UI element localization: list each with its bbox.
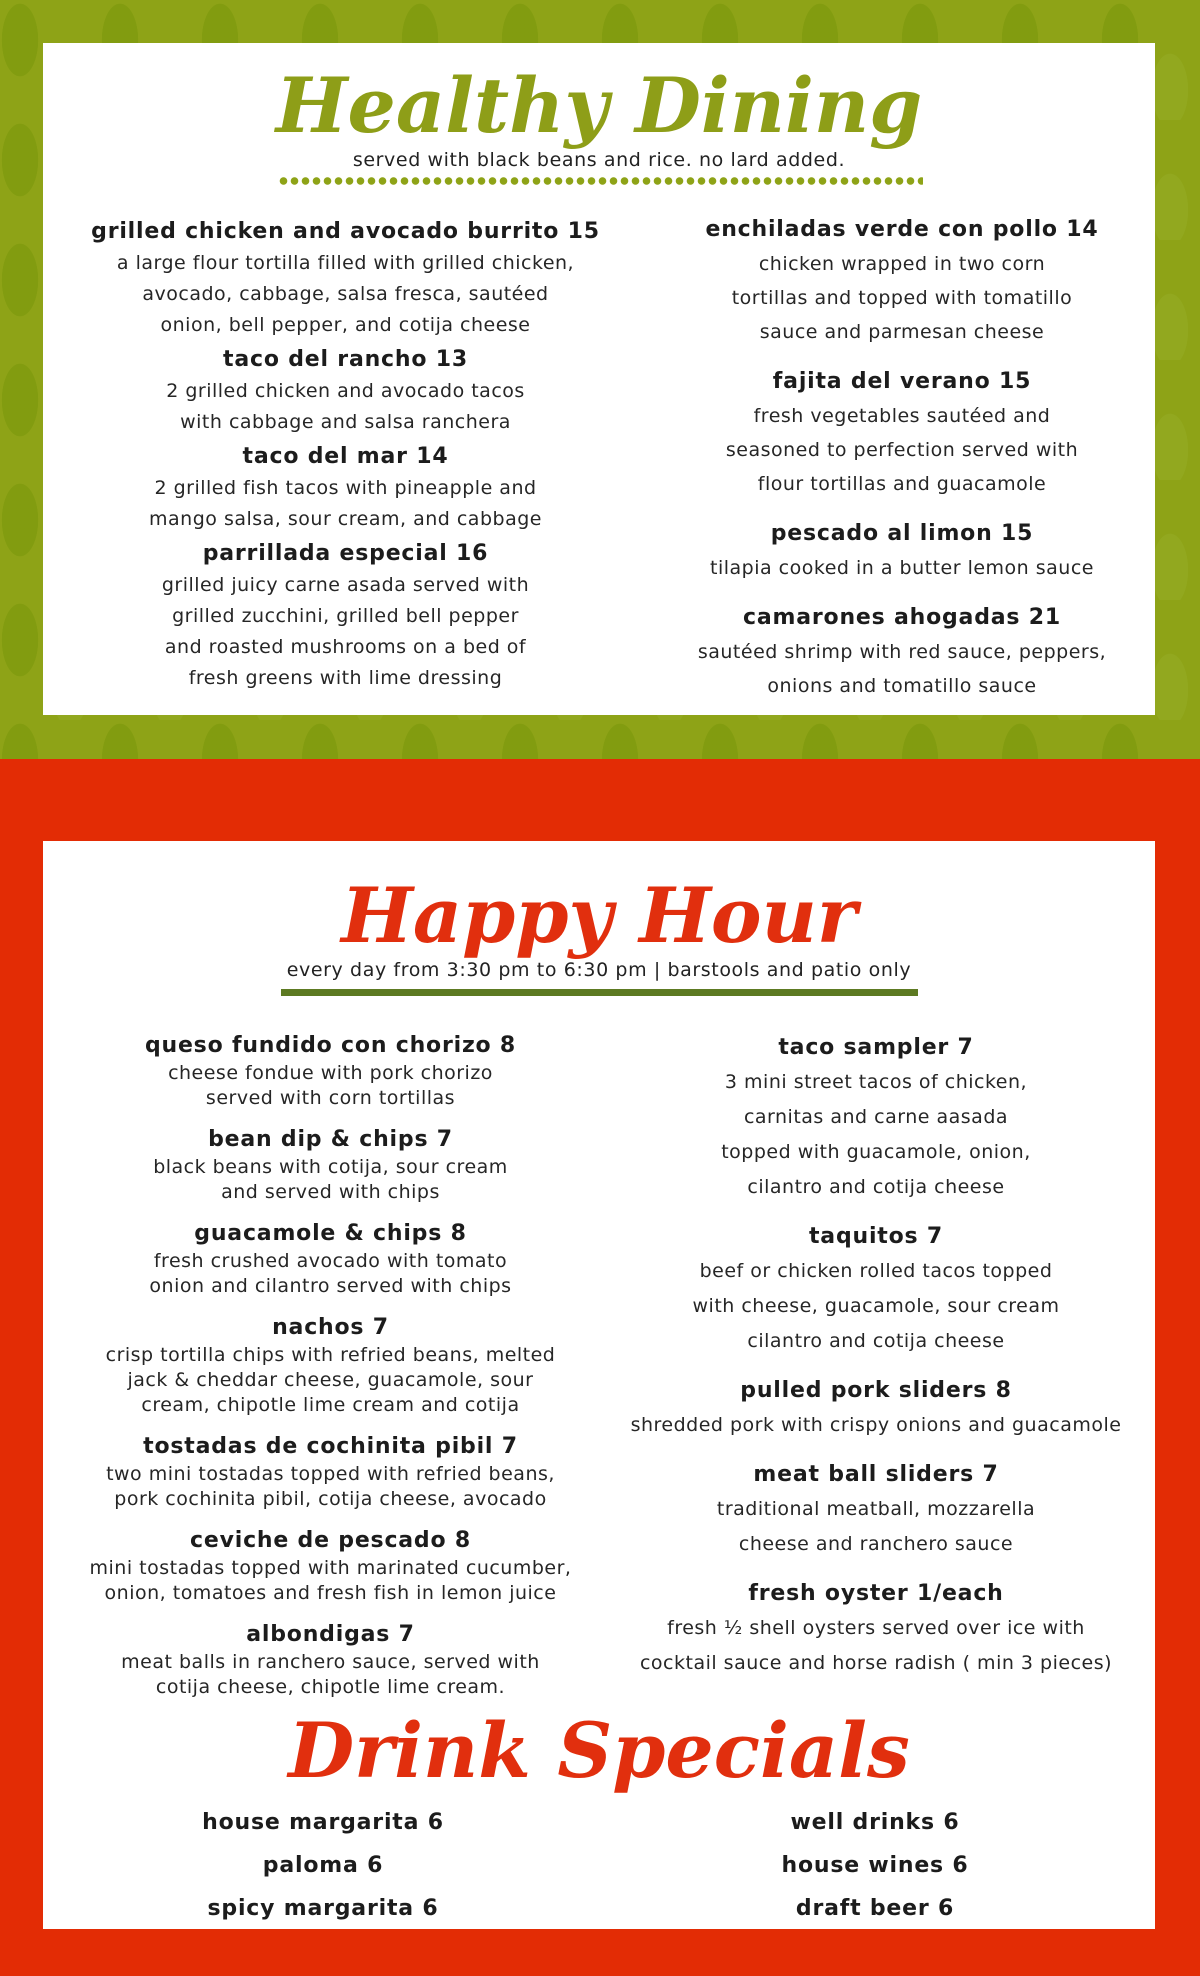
menu-item-title: pulled pork sliders 8 <box>740 1378 1012 1403</box>
menu-item-title: parrillada especial 16 <box>202 541 489 566</box>
menu-item-description: cilantro and cotija cheese <box>747 1330 1005 1352</box>
happy-right-column <box>602 1031 1150 1681</box>
happy-left-column <box>48 1031 613 1700</box>
menu-item-title: bean dip & chips 7 <box>208 1127 453 1152</box>
menu-item-description: served with corn tortillas <box>205 1087 456 1109</box>
menu-item-description: sauce and parmesan cheese <box>759 321 1045 343</box>
menu-item-description: grilled zucchini, grilled bell pepper <box>172 605 519 627</box>
menu-item-description: with cheese, guacamole, sour cream <box>692 1295 1060 1317</box>
menu-item-description: a large flour tortilla filled with grilled chicken, <box>116 252 575 274</box>
menu-item-description: cotija cheese, chipotle lime cream. <box>155 1676 506 1698</box>
menu-item-description: with cabbage and salsa ranchera <box>180 411 511 433</box>
drink-specials-title: Drink Specials <box>288 1706 910 1795</box>
menu-item-title: taco del mar 14 <box>242 444 449 469</box>
drinks-right-column <box>595 1801 1155 1930</box>
menu-item-description: 3 mini street tacos of chicken, <box>724 1071 1028 1093</box>
menu-item-description: fresh ½ shell oysters served over ice with <box>667 1617 1085 1639</box>
menu-item-description: traditional meatball, mozzarella <box>716 1498 1036 1520</box>
drink-item: house wines 6 <box>781 1853 969 1878</box>
menu-item-description: cocktail sauce and horse radish ( min 3 pieces) <box>639 1652 1113 1674</box>
menu-item-title: taquitos 7 <box>808 1224 943 1249</box>
happy-hour-title: Happy Hour <box>341 871 857 960</box>
healthy-dining-panel <box>43 43 1155 715</box>
menu-item-description: sautéed shrimp with red sauce, peppers, <box>697 641 1107 663</box>
menu-item-description: fresh greens with lime dressing <box>188 667 503 689</box>
menu-item-description: onion, bell pepper, and cotija cheese <box>160 314 531 336</box>
drink-item: draft beer 6 <box>795 1896 955 1921</box>
menu-item-description: onions and tomatillo sauce <box>767 675 1037 697</box>
menu-item-title: tostadas de cochinita pibil 7 <box>143 1434 518 1459</box>
menu-item-title: ceviche de pescado 8 <box>190 1528 471 1553</box>
menu-item-description: flour tortillas and guacamole <box>757 473 1047 495</box>
menu-item-description: black beans with cotija, sour cream <box>153 1156 508 1178</box>
green-rule-divider <box>281 989 918 996</box>
menu-item-title: meat ball sliders 7 <box>753 1462 999 1487</box>
menu-item-title: albondigas 7 <box>246 1622 415 1647</box>
menu-item-title: camarones ahogadas 21 <box>743 605 1061 630</box>
menu-item-description: carnitas and carne aasada <box>743 1106 1009 1128</box>
menu-item-title: fajita del verano 15 <box>772 369 1032 394</box>
menu-item-title: nachos 7 <box>272 1315 389 1340</box>
menu-item-description: jack & cheddar cheese, guacamole, sour <box>127 1369 534 1391</box>
healthy-dining-subtitle: served with black beans and rice. no lard added. <box>352 149 846 171</box>
menu-item-description: fresh vegetables sautéed and <box>753 405 1051 427</box>
dotted-divider <box>278 176 923 186</box>
menu-item-description: cream, chipotle lime cream and cotija <box>141 1394 520 1416</box>
menu-item-description: grilled juicy carne asada served with <box>161 574 530 596</box>
menu-item-description: cheese and ranchero sauce <box>738 1533 1014 1555</box>
drink-item: paloma 6 <box>262 1853 384 1878</box>
menu-item-description: fresh crushed avocado with tomato <box>153 1250 508 1272</box>
menu-item-description: seasoned to perfection served with <box>725 439 1079 461</box>
menu-item-description: 2 grilled fish tacos with pineapple and <box>154 477 537 499</box>
drink-item: well drinks 6 <box>790 1810 960 1835</box>
menu-item-title: queso fundido con chorizo 8 <box>144 1033 517 1058</box>
menu-item-description: tortillas and topped with tomatillo <box>731 287 1073 309</box>
menu-item-description: shredded pork with crispy onions and guacamole <box>630 1414 1122 1436</box>
menu-item-title: pescado al limon 15 <box>770 521 1034 546</box>
menu-item-description: and served with chips <box>221 1181 440 1203</box>
menu-item-description: onion and cilantro served with chips <box>149 1275 512 1297</box>
menu-item-description: mini tostadas topped with marinated cucumber, <box>89 1557 572 1579</box>
healthy-left-column <box>53 213 638 694</box>
menu-item-description: chicken wrapped in two corn <box>758 253 1046 275</box>
menu-item-description: avocado, cabbage, salsa fresca, sautéed <box>142 283 549 305</box>
menu-item-description: mango salsa, sour cream, and cabbage <box>149 508 542 530</box>
menu-item-description: onion, tomatoes and fresh fish in lemon juice <box>104 1582 557 1604</box>
menu-item-description: meat balls in ranchero sauce, served with <box>121 1651 540 1673</box>
drink-item: house margarita 6 <box>202 1810 444 1835</box>
menu-item-title: grilled chicken and avocado burrito 15 <box>91 219 600 244</box>
menu-item-title: taco sampler 7 <box>778 1035 974 1060</box>
menu-item-title: enchiladas verde con pollo 14 <box>705 217 1099 242</box>
menu-item-description: two mini tostadas topped with refried beans, <box>106 1463 555 1485</box>
happy-hour-panel <box>43 841 1155 1929</box>
drink-item: spicy margarita 6 <box>207 1896 439 1921</box>
menu-item-description: crisp tortilla chips with refried beans, melted <box>105 1344 556 1366</box>
menu-item-description: beef or chicken rolled tacos topped <box>699 1260 1053 1282</box>
healthy-right-column <box>617 213 1187 703</box>
menu-item-description: cheese fondue with pork chorizo <box>168 1062 493 1084</box>
menu-item-description: 2 grilled chicken and avocado tacos <box>166 380 525 402</box>
menu-item-description: pork cochinita pibil, cotija cheese, avocado <box>114 1488 547 1510</box>
healthy-dining-title: Healthy Dining <box>275 61 923 150</box>
menu-item-title: guacamole & chips 8 <box>194 1221 467 1246</box>
menu-item-description: topped with guacamole, onion, <box>721 1141 1031 1163</box>
menu-item-description: tilapia cooked in a butter lemon sauce <box>710 557 1094 579</box>
menu-item-description: cilantro and cotija cheese <box>747 1176 1005 1198</box>
drinks-left-column <box>43 1801 603 1930</box>
happy-hour-subtitle: every day from 3:30 pm to 6:30 pm | barstools and patio only <box>286 959 912 981</box>
menu-item-title: taco del rancho 13 <box>223 347 468 372</box>
menu-item-description: and roasted mushrooms on a bed of <box>164 636 527 658</box>
menu-item-title: fresh oyster 1/each <box>748 1581 1004 1606</box>
